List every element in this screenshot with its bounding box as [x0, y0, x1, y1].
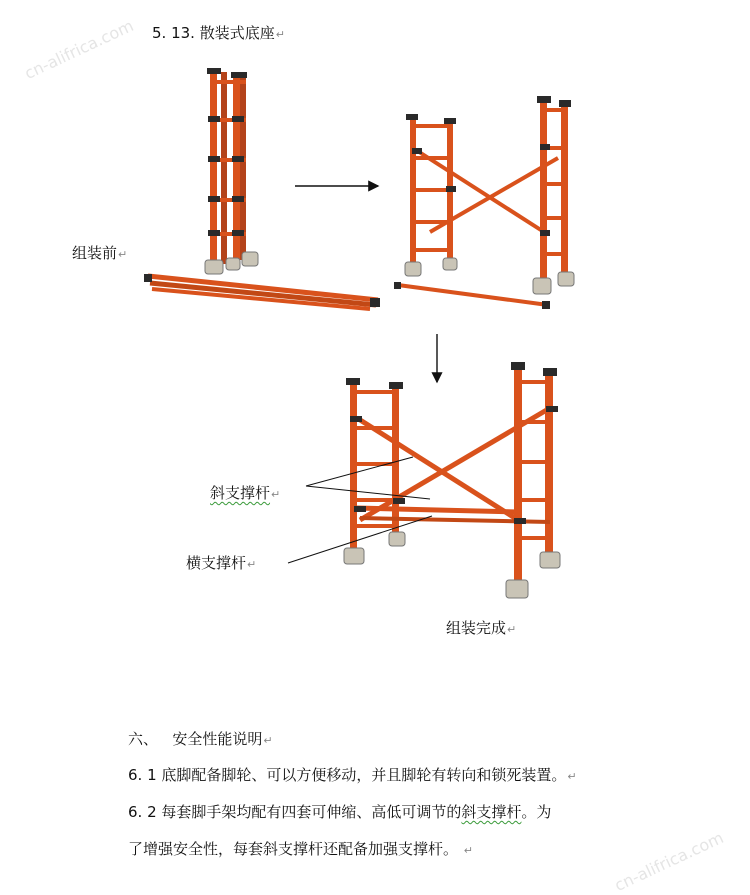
safety-paragraph-2: 6. 2 每套脚手架均配有四套可伸缩、高低可调节的斜支撑杆。为 [128, 803, 552, 821]
callout-horizontal-brace: 横支撑杆↵ [186, 554, 257, 572]
safety-paragraph-1: 6. 1 底脚配备脚轮、可以方便移动，并且脚轮有转向和锁死装置。↵ [128, 766, 577, 784]
watermark-bottom: cn-alifrica.com [611, 827, 727, 895]
completed-frame [344, 362, 560, 598]
callout-diagonal-brace: 斜支撑杆↵ [210, 484, 281, 502]
watermark-top: cn-alifrica.com [21, 15, 137, 84]
partial-assembly [394, 96, 574, 309]
section-heading: 5. 13. 散装式底座↵ [152, 24, 285, 42]
safety-heading: 六、 安全性能说明↵ [128, 730, 273, 748]
caption-before: 组装前↵ [72, 244, 128, 262]
folded-frame-before [144, 68, 380, 309]
safety-paragraph-3: 了增强安全性，每套斜支撑杆还配备加强支撑杆。 ↵ [128, 840, 474, 858]
caption-complete: 组装完成↵ [446, 619, 517, 637]
